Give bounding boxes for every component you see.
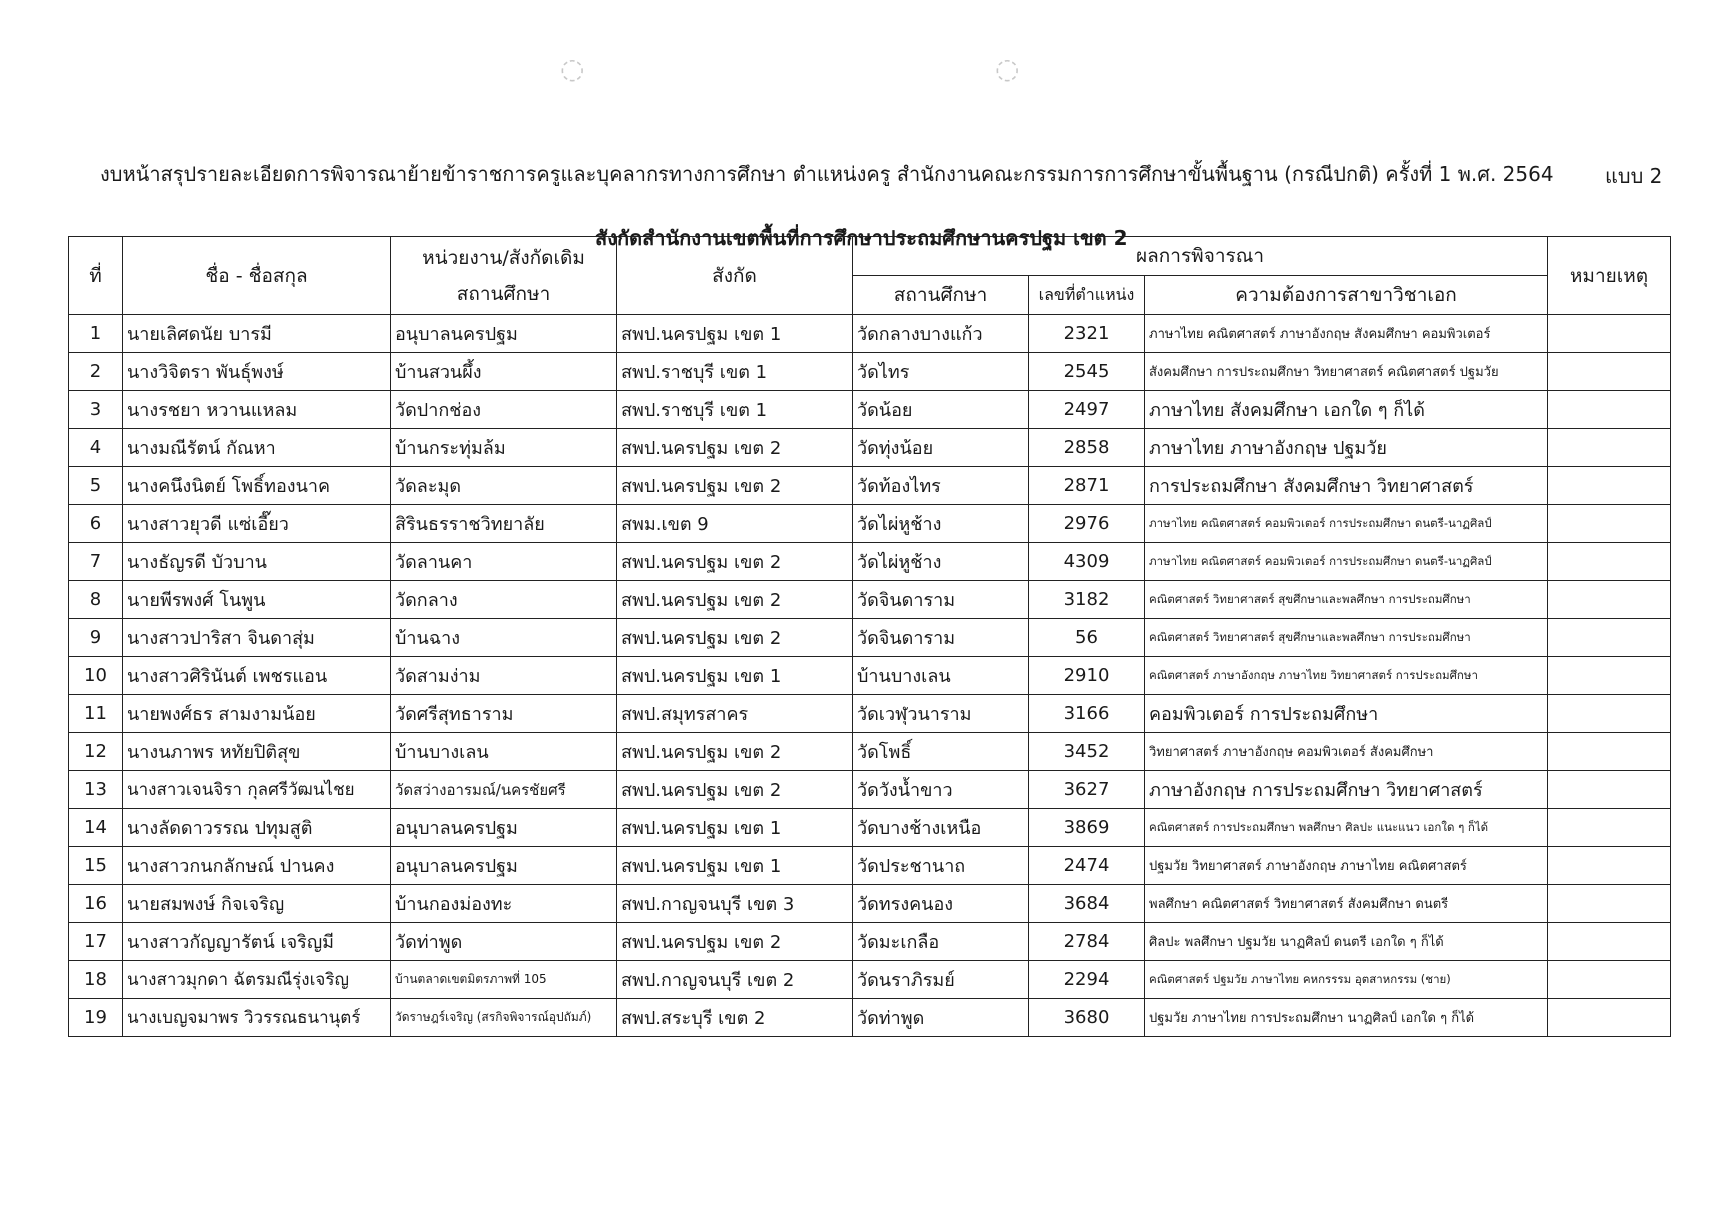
remark-cell bbox=[1548, 467, 1671, 505]
major-need: ภาษาไทย คณิตศาสตร์ คอมพิวเตอร์ การประถมศึกษา ดนตรี-นาฏศิลป์ bbox=[1145, 505, 1548, 543]
origin-affiliation: สพป.นครปฐม เขต 2 bbox=[617, 733, 853, 771]
origin-school: อนุบาลนครปฐม bbox=[391, 847, 617, 885]
remark-cell bbox=[1548, 543, 1671, 581]
origin-school: บ้านกระทุ่มล้ม bbox=[391, 429, 617, 467]
major-need: สังคมศึกษา การประถมศึกษา วิทยาศาสตร์ คณิตศาสตร์ ปฐมวัย bbox=[1145, 353, 1548, 391]
origin-school: วัดท่าพูด bbox=[391, 923, 617, 961]
destination-school: วัดไทร bbox=[853, 353, 1029, 391]
major-need: ปฐมวัย ภาษาไทย การประถมศึกษา นาฏศิลป์ เอกใด ๆ ก็ได้ bbox=[1145, 999, 1548, 1037]
row-number: 10 bbox=[69, 657, 123, 695]
origin-affiliation: สพป.นครปฐม เขต 1 bbox=[617, 315, 853, 353]
header-remark: หมายเหตุ bbox=[1548, 237, 1671, 315]
row-number: 19 bbox=[69, 999, 123, 1037]
remark-cell bbox=[1548, 429, 1671, 467]
major-need: คอมพิวเตอร์ การประถมศึกษา bbox=[1145, 695, 1548, 733]
scan-punch-hole-mark: ◌ bbox=[995, 52, 1020, 85]
table-row bbox=[69, 733, 1671, 771]
origin-affiliation: สพป.นครปฐม เขต 1 bbox=[617, 657, 853, 695]
origin-affiliation: สพป.นครปฐม เขต 2 bbox=[617, 771, 853, 809]
row-number: 11 bbox=[69, 695, 123, 733]
major-need: ภาษาไทย คณิตศาสตร์ ภาษาอังกฤษ สังคมศึกษา คอมพิวเตอร์ bbox=[1145, 315, 1548, 353]
origin-school: บ้านสวนผึ้ง bbox=[391, 353, 617, 391]
origin-affiliation: สพป.นครปฐม เขต 2 bbox=[617, 923, 853, 961]
remark-cell bbox=[1548, 961, 1671, 999]
major-need: ภาษาไทย สังคมศึกษา เอกใด ๆ ก็ได้ bbox=[1145, 391, 1548, 429]
table-row bbox=[69, 581, 1671, 619]
position-number: 3452 bbox=[1029, 733, 1145, 771]
table-row bbox=[69, 353, 1671, 391]
table-row bbox=[69, 999, 1671, 1037]
remark-cell bbox=[1548, 999, 1671, 1037]
major-need: คณิตศาสตร์ ปฐมวัย ภาษาไทย คหกรรรม อุตสาหกรรม (ชาย) bbox=[1145, 961, 1548, 999]
origin-affiliation: สพป.สระบุรี เขต 2 bbox=[617, 999, 853, 1037]
row-number: 18 bbox=[69, 961, 123, 999]
remark-cell bbox=[1548, 733, 1671, 771]
remark-cell bbox=[1548, 695, 1671, 733]
origin-school: วัดสว่างอารมณ์/นครชัยศรี bbox=[391, 771, 617, 809]
document-title: งบหน้าสรุปรายละเอียดการพิจารณาย้ายข้าราชการครูและบุคลากรทางการศึกษา ตำแหน่งครู สำนักงานคณะกรรมการการศึกษาขั้นพื้นฐาน (กรณีปกติ) ครั้งที่ 1 พ.ศ. 2564 bbox=[100, 162, 1554, 186]
origin-school: อนุบาลนครปฐม bbox=[391, 809, 617, 847]
row-number: 14 bbox=[69, 809, 123, 847]
origin-school: วัดศรีสุทธาราม bbox=[391, 695, 617, 733]
major-need: คณิตศาสตร์ วิทยาศาสตร์ สุขศึกษาและพลศึกษา การประถมศึกษา bbox=[1145, 581, 1548, 619]
teacher-name: นายพงศ์ธร สามงามน้อย bbox=[123, 695, 391, 733]
origin-school: วัดสามง่าม bbox=[391, 657, 617, 695]
origin-school: บ้านกองม่องทะ bbox=[391, 885, 617, 923]
header-origin-unit-line2: สถานศึกษา bbox=[456, 282, 551, 305]
remark-cell bbox=[1548, 505, 1671, 543]
origin-school: วัดราษฎร์เจริญ (สรกิจพิจารณ์อุปถัมภ์) bbox=[391, 999, 617, 1037]
origin-school: วัดลานคา bbox=[391, 543, 617, 581]
origin-affiliation: สพป.นครปฐม เขต 1 bbox=[617, 809, 853, 847]
origin-school: วัดปากช่อง bbox=[391, 391, 617, 429]
destination-school: วัดไผ่หูช้าง bbox=[853, 543, 1029, 581]
destination-school: วัดท่าพูด bbox=[853, 999, 1029, 1037]
destination-school: วัดน้อย bbox=[853, 391, 1029, 429]
table-row bbox=[69, 315, 1671, 353]
position-number: 2294 bbox=[1029, 961, 1145, 999]
teacher-name: นางรชยา หวานแหลม bbox=[123, 391, 391, 429]
major-need: คณิตศาสตร์ การประถมศึกษา พลศึกษา ศิลปะ แนะแนว เอกใด ๆ ก็ได้ bbox=[1145, 809, 1548, 847]
remark-cell bbox=[1548, 619, 1671, 657]
remark-cell bbox=[1548, 657, 1671, 695]
destination-school: วัดกลางบางแก้ว bbox=[853, 315, 1029, 353]
major-need: ปฐมวัย วิทยาศาสตร์ ภาษาอังกฤษ ภาษาไทย คณิตศาสตร์ bbox=[1145, 847, 1548, 885]
row-number: 8 bbox=[69, 581, 123, 619]
origin-affiliation: สพป.ราชบุรี เขต 1 bbox=[617, 353, 853, 391]
row-number: 1 bbox=[69, 315, 123, 353]
major-need: พลศึกษา คณิตศาสตร์ วิทยาศาสตร์ สังคมศึกษา ดนตรี bbox=[1145, 885, 1548, 923]
remark-cell bbox=[1548, 885, 1671, 923]
major-need: ภาษาอังกฤษ การประถมศึกษา วิทยาศาสตร์ bbox=[1145, 771, 1548, 809]
position-number: 3166 bbox=[1029, 695, 1145, 733]
position-number: 2910 bbox=[1029, 657, 1145, 695]
destination-school: วัดท้องไทร bbox=[853, 467, 1029, 505]
table-row bbox=[69, 771, 1671, 809]
teacher-name: นางนภาพร หทัยปิติสุข bbox=[123, 733, 391, 771]
teacher-name: นายสมพงษ์ กิจเจริญ bbox=[123, 885, 391, 923]
destination-school: วัดโพธิ์ bbox=[853, 733, 1029, 771]
teacher-name: นางมณีรัตน์ กัณหา bbox=[123, 429, 391, 467]
origin-affiliation: สพป.สมุทรสาคร bbox=[617, 695, 853, 733]
row-number: 2 bbox=[69, 353, 123, 391]
table-header-row bbox=[69, 237, 1671, 276]
major-need: ศิลปะ พลศึกษา ปฐมวัย นาฏศิลป์ ดนตรี เอกใด ๆ ก็ได้ bbox=[1145, 923, 1548, 961]
remark-cell bbox=[1548, 581, 1671, 619]
position-number: 2858 bbox=[1029, 429, 1145, 467]
teacher-name: นางสาวมุกดา ฉัตรมณีรุ่งเจริญ bbox=[123, 961, 391, 999]
remark-cell bbox=[1548, 391, 1671, 429]
origin-school: วัดละมุด bbox=[391, 467, 617, 505]
position-number: 56 bbox=[1029, 619, 1145, 657]
destination-school: วัดทรงคนอง bbox=[853, 885, 1029, 923]
origin-affiliation: สพม.เขต 9 bbox=[617, 505, 853, 543]
destination-school: วัดบางช้างเหนือ bbox=[853, 809, 1029, 847]
origin-affiliation: สพป.นครปฐม เขต 2 bbox=[617, 429, 853, 467]
position-number: 2545 bbox=[1029, 353, 1145, 391]
origin-school: สิรินธรราชวิทยาลัย bbox=[391, 505, 617, 543]
remark-cell bbox=[1548, 315, 1671, 353]
origin-school: วัดกลาง bbox=[391, 581, 617, 619]
form-code: แบบ 2 bbox=[1605, 164, 1663, 188]
position-number: 3869 bbox=[1029, 809, 1145, 847]
position-number: 2497 bbox=[1029, 391, 1145, 429]
destination-school: วัดมะเกลือ bbox=[853, 923, 1029, 961]
table-row bbox=[69, 923, 1671, 961]
row-number: 9 bbox=[69, 619, 123, 657]
teacher-name: นางสาวกนกลักษณ์ ปานคง bbox=[123, 847, 391, 885]
table-row bbox=[69, 619, 1671, 657]
origin-affiliation: สพป.ราชบุรี เขต 1 bbox=[617, 391, 853, 429]
position-number: 2474 bbox=[1029, 847, 1145, 885]
major-need: ภาษาไทย ภาษาอังกฤษ ปฐมวัย bbox=[1145, 429, 1548, 467]
teacher-name: นางสาวยุวดี แซ่เอี๊ยว bbox=[123, 505, 391, 543]
header-name: ชื่อ - ชื่อสกุล bbox=[123, 237, 391, 315]
table-row bbox=[69, 505, 1671, 543]
destination-school: วัดเวฬุวนาราม bbox=[853, 695, 1029, 733]
row-number: 16 bbox=[69, 885, 123, 923]
table-row bbox=[69, 809, 1671, 847]
remark-cell bbox=[1548, 923, 1671, 961]
table-row bbox=[69, 961, 1671, 999]
table-body bbox=[69, 315, 1671, 1037]
origin-school: บ้านฉาง bbox=[391, 619, 617, 657]
position-number: 3680 bbox=[1029, 999, 1145, 1037]
teacher-name: นางลัดดาวรรณ ปทุมสูติ bbox=[123, 809, 391, 847]
teacher-name: นางสาวเจนจิรา กุลศรีวัฒนไชย bbox=[123, 771, 391, 809]
destination-school: วัดนราภิรมย์ bbox=[853, 961, 1029, 999]
header-result: ผลการพิจารณา bbox=[853, 237, 1548, 276]
major-need: คณิตศาสตร์ ภาษาอังกฤษ ภาษาไทย วิทยาศาสตร์ การประถมศึกษา bbox=[1145, 657, 1548, 695]
teacher-name: นางสาวปาริสา จินดาสุ่ม bbox=[123, 619, 391, 657]
table-row bbox=[69, 885, 1671, 923]
destination-school: บ้านบางเลน bbox=[853, 657, 1029, 695]
destination-school: วัดจินดาราม bbox=[853, 581, 1029, 619]
row-number: 3 bbox=[69, 391, 123, 429]
table-row bbox=[69, 429, 1671, 467]
remark-cell bbox=[1548, 809, 1671, 847]
remark-cell bbox=[1548, 771, 1671, 809]
position-number: 2976 bbox=[1029, 505, 1145, 543]
table-row bbox=[69, 657, 1671, 695]
table-row bbox=[69, 695, 1671, 733]
major-need: ภาษาไทย คณิตศาสตร์ คอมพิวเตอร์ การประถมศึกษา ดนตรี-นาฏศิลป์ bbox=[1145, 543, 1548, 581]
position-number: 3684 bbox=[1029, 885, 1145, 923]
row-number: 13 bbox=[69, 771, 123, 809]
table-row bbox=[69, 543, 1671, 581]
remark-cell bbox=[1548, 353, 1671, 391]
major-need: คณิตศาสตร์ วิทยาศาสตร์ สุขศึกษาและพลศึกษา การประถมศึกษา bbox=[1145, 619, 1548, 657]
teacher-name: นางสาวศิรินันต์ เพชรแอน bbox=[123, 657, 391, 695]
teacher-name: นายเลิศดนัย บารมี bbox=[123, 315, 391, 353]
origin-school: อนุบาลนครปฐม bbox=[391, 315, 617, 353]
header-origin-unit bbox=[391, 237, 617, 315]
destination-school: วัดวังน้ำขาว bbox=[853, 771, 1029, 809]
major-need: วิทยาศาสตร์ ภาษาอังกฤษ คอมพิวเตอร์ สังคมศึกษา bbox=[1145, 733, 1548, 771]
position-number: 2321 bbox=[1029, 315, 1145, 353]
origin-affiliation: สพป.นครปฐม เขต 2 bbox=[617, 543, 853, 581]
row-number: 4 bbox=[69, 429, 123, 467]
scan-punch-hole-mark: ◌ bbox=[560, 52, 585, 85]
position-number: 3627 bbox=[1029, 771, 1145, 809]
teacher-name: นางเบญจมาพร วิวรรณธนานุตร์ bbox=[123, 999, 391, 1037]
destination-school: วัดไผ่หูช้าง bbox=[853, 505, 1029, 543]
row-number: 15 bbox=[69, 847, 123, 885]
position-number: 3182 bbox=[1029, 581, 1145, 619]
header-position-no: เลขที่ตำแหน่ง bbox=[1029, 276, 1145, 315]
teacher-name: นายพีรพงศ์ โนพูน bbox=[123, 581, 391, 619]
row-number: 7 bbox=[69, 543, 123, 581]
table-row bbox=[69, 391, 1671, 429]
table-row bbox=[69, 847, 1671, 885]
header-affiliation: สังกัด bbox=[617, 237, 853, 315]
header-no: ที่ bbox=[69, 237, 123, 315]
origin-affiliation: สพป.กาญจนบุรี เขต 2 bbox=[617, 961, 853, 999]
table-row bbox=[69, 467, 1671, 505]
origin-affiliation: สพป.นครปฐม เขต 1 bbox=[617, 847, 853, 885]
document-subtitle: สังกัดสำนักงานเขตพื้นที่การศึกษาประถมศึกษานครปฐม เขต 2 bbox=[595, 226, 1128, 250]
origin-affiliation: สพป.นครปฐม เขต 2 bbox=[617, 467, 853, 505]
header-result-school: สถานศึกษา bbox=[853, 276, 1029, 315]
header-origin-unit-line1: หน่วยงาน/สังกัดเดิม bbox=[422, 246, 585, 269]
transfer-table bbox=[68, 236, 1671, 1037]
origin-affiliation: สพป.นครปฐม เขต 2 bbox=[617, 581, 853, 619]
position-number: 4309 bbox=[1029, 543, 1145, 581]
row-number: 5 bbox=[69, 467, 123, 505]
origin-affiliation: สพป.นครปฐม เขต 2 bbox=[617, 619, 853, 657]
position-number: 2871 bbox=[1029, 467, 1145, 505]
origin-affiliation: สพป.กาญจนบุรี เขต 3 bbox=[617, 885, 853, 923]
origin-school: บ้านตลาดเขตมิตรภาพที่ 105 bbox=[391, 961, 617, 999]
row-number: 17 bbox=[69, 923, 123, 961]
header-major-need: ความต้องการสาขาวิชาเอก bbox=[1145, 276, 1548, 315]
teacher-name: นางธัญรดี บัวบาน bbox=[123, 543, 391, 581]
major-need: การประถมศึกษา สังคมศึกษา วิทยาศาสตร์ bbox=[1145, 467, 1548, 505]
destination-school: วัดจินดาราม bbox=[853, 619, 1029, 657]
destination-school: วัดทุ่งน้อย bbox=[853, 429, 1029, 467]
teacher-name: นางสาวกัญญารัตน์ เจริญมี bbox=[123, 923, 391, 961]
origin-school: บ้านบางเลน bbox=[391, 733, 617, 771]
position-number: 2784 bbox=[1029, 923, 1145, 961]
teacher-name: นางวิจิตรา พันธุ์พงษ์ bbox=[123, 353, 391, 391]
destination-school: วัดประชานาถ bbox=[853, 847, 1029, 885]
row-number: 12 bbox=[69, 733, 123, 771]
remark-cell bbox=[1548, 847, 1671, 885]
teacher-name: นางคนึงนิตย์ โพธิ์ทองนาค bbox=[123, 467, 391, 505]
row-number: 6 bbox=[69, 505, 123, 543]
